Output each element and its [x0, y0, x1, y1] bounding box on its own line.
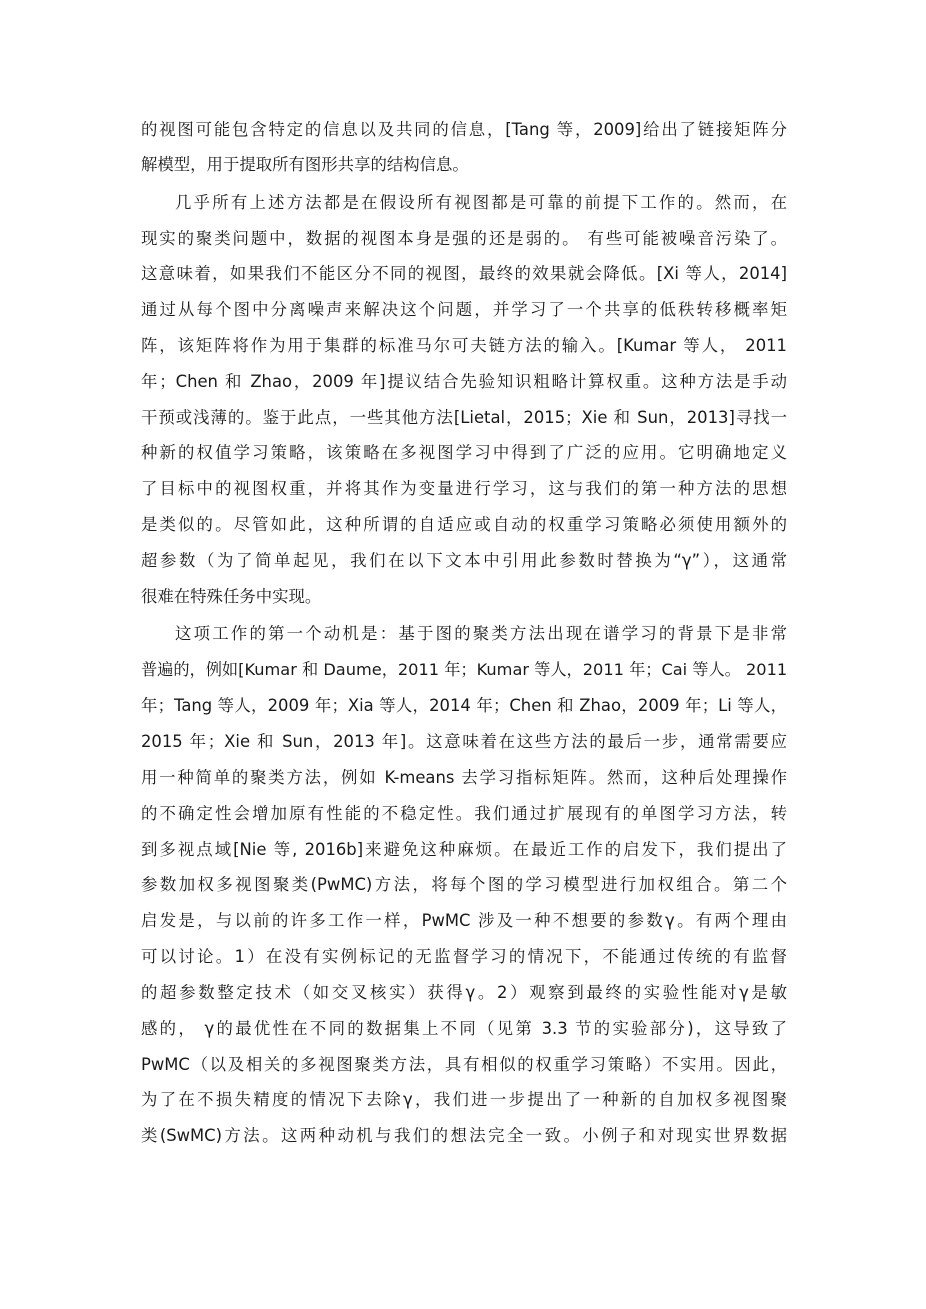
text-line: 的不确定性会增加原有性能的不稳定性。我们通过扩展现有的单图学习方法，转	[141, 804, 787, 823]
text-line: 解模型，用于提取所有图形共享的结构信息。	[141, 155, 469, 174]
text-line: 启发是，与以前的许多工作一样，PwMC 涉及一种不想要的参数γ。有两个理由	[141, 911, 787, 930]
text-line: 这意味着，如果我们不能区分不同的视图，最终的效果就会降低。[Xi 等人，2014]	[141, 264, 787, 283]
text-line: 现实的聚类问题中，数据的视图本身是强的还是弱的。 有些可能被噪音污染了。	[141, 229, 787, 248]
text-line: 阵，该矩阵将作为用于集群的标准马尔可夫链方法的输入。[Kumar 等人， 2011	[141, 336, 787, 355]
text-line: 的视图可能包含特定的信息以及共同的信息，[Tang 等，2009]给出了链接矩阵分	[141, 120, 787, 139]
text-line: 2015 年；Xie 和 Sun，2013 年]。这意味着在这些方法的最后一步，通常需要应	[141, 732, 787, 751]
text-line: 是类似的。尽管如此，这种所谓的自适应或自动的权重学习策略必须使用额外的	[141, 515, 787, 534]
text-line: 超参数（为了简单起见，我们在以下文本中引用此参数时替换为“γ”），这通常	[141, 551, 787, 570]
text-line: 普遍的，例如[Kumar 和 Daume，2011 年；Kumar 等人，2011 年；Cai 等人。 2011	[141, 660, 788, 679]
text-line: 通过从每个图中分离噪声来解决这个问题，并学习了一个共享的低秩转移概率矩	[141, 300, 787, 319]
text-line: 年；Chen 和 Zhao，2009 年]提议结合先验知识粗略计算权重。这种方法是手动	[141, 372, 787, 391]
text-line: 可以讨论。1）在没有实例标记的无监督学习的情况下，不能通过传统的有监督	[141, 947, 787, 966]
text-line: 的超参数整定技术（如交叉核实）获得γ。2）观察到最终的实验性能对γ是敏	[141, 983, 787, 1002]
text-line: 类(SwMC)方法。这两种动机与我们的想法完全一致。小例子和对现实世界数据	[141, 1126, 787, 1145]
text-line: 几乎所有上述方法都是在假设所有视图都是可靠的前提下工作的。然而，在	[175, 193, 787, 212]
text-line: 年；Tang 等人，2009 年；Xia 等人，2014 年；Chen 和 Zhao，2009 年；Li 等人，	[141, 696, 787, 715]
text-line: 到多视点域[Nie 等, 2016b]来避免这种麻烦。在最近工作的启发下，我们提出了	[141, 840, 787, 859]
text-line: 感的， γ的最优性在不同的数据集上不同（见第 3.3 节的实验部分)，这导致了	[141, 1019, 787, 1038]
text-line: 参数加权多视图聚类(PwMC)方法，将每个图的学习模型进行加权组合。第二个	[141, 875, 787, 894]
text-line: 用一种简单的聚类方法，例如 K-means 去学习指标矩阵。然而，这种后处理操作	[141, 768, 787, 787]
text-line: PwMC（以及相关的多视图聚类方法，具有相似的权重学习策略）不实用。因此，	[141, 1055, 787, 1074]
text-line: 这项工作的第一个动机是：基于图的聚类方法出现在谱学习的背景下是非常	[175, 624, 787, 643]
text-line: 很难在特殊任务中实现。	[141, 587, 322, 606]
text-line: 为了在不损失精度的情况下去除γ，我们进一步提出了一种新的自加权多视图聚	[141, 1090, 787, 1109]
text-line: 种新的权值学习策略，该策略在多视图学习中得到了广泛的应用。它明确地定义	[141, 443, 787, 462]
text-line: 了目标中的视图权重，并将其作为变量进行学习，这与我们的第一种方法的思想	[141, 479, 787, 498]
text-line: 干预或浅薄的。鉴于此点，一些其他方法[Lietal，2015；Xie 和 Sun，2013]寻找一	[141, 408, 787, 427]
